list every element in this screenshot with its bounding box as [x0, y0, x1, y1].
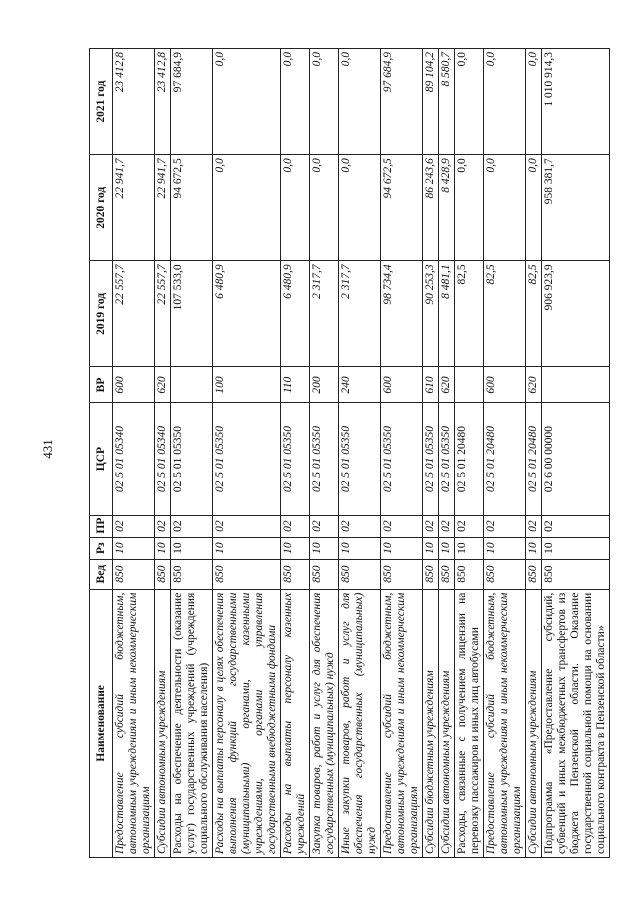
table-row	[113, 49, 155, 858]
header-rz: Рз	[90, 537, 113, 559]
cell-rz: 10	[281, 537, 310, 559]
cell-y2021: 89 104,2	[423, 49, 439, 155]
cell-vr: 600	[113, 367, 155, 403]
cell-rz: 10	[484, 537, 526, 559]
table-row	[155, 49, 171, 858]
cell-rz: 10	[310, 537, 339, 559]
cell-csr: 02 5 01 05350	[339, 403, 381, 515]
table-header-row	[90, 49, 113, 858]
cell-pr: 02	[155, 515, 171, 537]
cell-vr	[455, 367, 484, 403]
rotated-page-area	[89, 48, 607, 858]
cell-rz: 10	[155, 537, 171, 559]
table-body	[113, 49, 610, 858]
cell-y2020: 94 672,5	[381, 155, 423, 261]
cell-pr: 02	[213, 515, 281, 537]
cell-y2020: 0,0	[339, 155, 381, 261]
header-2019: 2019 год	[90, 261, 113, 367]
cell-pr: 02	[484, 515, 526, 537]
cell-name: Предоставление субсидий бюджетным, автономным учреждениям и иным некоммерческим организациям	[484, 589, 526, 857]
table-row	[171, 49, 213, 858]
cell-y2021: 97 684,9	[171, 49, 213, 155]
cell-y2020: 22 941,7	[155, 155, 171, 261]
cell-y2019: 6 480,9	[281, 261, 310, 367]
cell-name: Иные закупки товаров, работ и услуг для обеспечения государственных (муниципальных) нужд	[339, 589, 381, 857]
cell-y2019: 8 481,1	[439, 261, 455, 367]
cell-ved: 850	[484, 559, 526, 589]
cell-y2019: 2 317,7	[310, 261, 339, 367]
cell-csr: 02 5 01 05350	[310, 403, 339, 515]
cell-csr: 02 6 00 00000	[542, 403, 610, 515]
cell-pr: 02	[455, 515, 484, 537]
cell-y2021: 8 580,7	[439, 49, 455, 155]
cell-rz: 10	[339, 537, 381, 559]
cell-ved: 850	[381, 559, 423, 589]
cell-ved: 850	[526, 559, 542, 589]
cell-y2020: 0,0	[455, 155, 484, 261]
cell-y2021: 0,0	[526, 49, 542, 155]
cell-name: Закупка товаров, работ и услуг для обеспечения государственных (муниципальных) нужд	[310, 589, 339, 857]
cell-ved: 850	[171, 559, 213, 589]
cell-ved: 850	[339, 559, 381, 589]
cell-y2019: 98 734,4	[381, 261, 423, 367]
cell-vr: 200	[310, 367, 339, 403]
cell-name: Предоставление субсидий бюджетным, автономным учреждениям и иным некоммерческим организациям	[113, 589, 155, 857]
table-row	[423, 49, 439, 858]
budget-table	[89, 48, 610, 858]
cell-y2019: 2 317,7	[339, 261, 381, 367]
cell-pr: 02	[310, 515, 339, 537]
cell-csr: 02 5 01 05350	[381, 403, 423, 515]
cell-vr: 240	[339, 367, 381, 403]
cell-name: Расходы, связанные с получением лицензии на перевозку пассажиров и иных лиц автобусами	[455, 589, 484, 857]
cell-vr: 610	[423, 367, 439, 403]
cell-rz: 10	[455, 537, 484, 559]
cell-y2020: 0,0	[213, 155, 281, 261]
header-csr: ЦСР	[90, 403, 113, 515]
cell-ved: 850	[310, 559, 339, 589]
cell-ved: 850	[542, 559, 610, 589]
cell-y2021: 0,0	[213, 49, 281, 155]
cell-y2019: 22 557,7	[155, 261, 171, 367]
cell-ved: 850	[113, 559, 155, 589]
cell-csr: 02 5 01 05340	[155, 403, 171, 515]
cell-vr: 100	[213, 367, 281, 403]
cell-y2021: 23 412,8	[113, 49, 155, 155]
cell-rz: 10	[171, 537, 213, 559]
header-2021: 2021 год	[90, 49, 113, 155]
cell-rz: 10	[526, 537, 542, 559]
cell-y2020: 8 428,9	[439, 155, 455, 261]
cell-pr: 02	[439, 515, 455, 537]
cell-name: Расходы на выплаты персоналу казенных учреждений	[281, 589, 310, 857]
table-row	[310, 49, 339, 858]
cell-pr: 02	[113, 515, 155, 537]
cell-ved: 850	[423, 559, 439, 589]
cell-pr: 02	[542, 515, 610, 537]
cell-y2020: 0,0	[484, 155, 526, 261]
cell-pr: 02	[526, 515, 542, 537]
cell-y2019: 90 253,3	[423, 261, 439, 367]
cell-y2020: 86 243,6	[423, 155, 439, 261]
cell-csr: 02 5 01 20480	[484, 403, 526, 515]
table-row	[455, 49, 484, 858]
cell-csr: 02 5 01 05350	[439, 403, 455, 515]
cell-name: Субсидии автономным учреждениям	[439, 589, 455, 857]
cell-csr: 02 5 01 05350	[423, 403, 439, 515]
table-row	[484, 49, 526, 858]
cell-name: Подпрограмма «Предоставление субсидий, субвенций и иных межбюджетных трансфертов из бюджета Пензенской области. Оказание государственной социальной помощи на основании социального контракта в Пензенской области»	[542, 589, 610, 857]
cell-vr: 110	[281, 367, 310, 403]
cell-y2019: 906 923,9	[542, 261, 610, 367]
cell-y2021: 0,0	[310, 49, 339, 155]
cell-csr: 02 5 01 05350	[171, 403, 213, 515]
cell-name: Субсидии автономным учреждениям	[155, 589, 171, 857]
cell-y2019: 6 480,9	[213, 261, 281, 367]
header-vr: ВР	[90, 367, 113, 403]
cell-rz: 10	[439, 537, 455, 559]
cell-y2021: 0,0	[455, 49, 484, 155]
cell-rz: 10	[423, 537, 439, 559]
cell-csr: 02 5 01 05350	[213, 403, 281, 515]
cell-y2019: 82,5	[526, 261, 542, 367]
cell-name: Расходы на обеспечение деятельности (оказание услуг) государственных учреждений (учреждения социального обслуживания населения)	[171, 589, 213, 857]
cell-y2021: 97 684,9	[381, 49, 423, 155]
header-pr: ПР	[90, 515, 113, 537]
cell-y2020: 0,0	[281, 155, 310, 261]
cell-name: Субсидии бюджетным учреждениям	[423, 589, 439, 857]
table-row	[439, 49, 455, 858]
header-name: Наименование	[90, 589, 113, 857]
cell-csr: 02 5 01 20480	[526, 403, 542, 515]
header-2020: 2020 год	[90, 155, 113, 261]
page-number: 431	[40, 439, 55, 459]
cell-name: Субсидии автономным учреждениям	[526, 589, 542, 857]
cell-pr: 02	[381, 515, 423, 537]
cell-y2020: 94 672,5	[171, 155, 213, 261]
cell-y2020: 0,0	[310, 155, 339, 261]
cell-y2019: 82,5	[455, 261, 484, 367]
cell-vr: 620	[439, 367, 455, 403]
cell-vr: 600	[484, 367, 526, 403]
table-row	[526, 49, 542, 858]
cell-vr	[542, 367, 610, 403]
cell-y2020: 22 941,7	[113, 155, 155, 261]
header-ved: Вед	[90, 559, 113, 589]
cell-y2021: 0,0	[484, 49, 526, 155]
cell-y2021: 1 010 914,3	[542, 49, 610, 155]
cell-y2020: 958 381,7	[542, 155, 610, 261]
cell-y2020: 0,0	[526, 155, 542, 261]
cell-rz: 10	[381, 537, 423, 559]
cell-ved: 850	[213, 559, 281, 589]
table-row	[542, 49, 610, 858]
cell-ved: 850	[155, 559, 171, 589]
cell-y2021: 0,0	[281, 49, 310, 155]
cell-ved: 850	[439, 559, 455, 589]
table-row	[281, 49, 310, 858]
cell-ved: 850	[281, 559, 310, 589]
cell-rz: 10	[213, 537, 281, 559]
table-row	[339, 49, 381, 858]
table-container	[89, 48, 607, 858]
cell-vr: 620	[155, 367, 171, 403]
cell-y2021: 0,0	[339, 49, 381, 155]
cell-csr: 02 5 01 05350	[281, 403, 310, 515]
cell-rz: 10	[542, 537, 610, 559]
cell-y2019: 107 533,0	[171, 261, 213, 367]
cell-name: Расходы на выплаты персоналу в целях обеспечения выполнения функций государственными (муниципальными) органами, казенными учреждениями, органами управления государственными внебюджетными фондами	[213, 589, 281, 857]
cell-pr: 02	[281, 515, 310, 537]
cell-pr: 02	[423, 515, 439, 537]
cell-pr: 02	[339, 515, 381, 537]
table-row	[213, 49, 281, 858]
cell-y2021: 23 412,8	[155, 49, 171, 155]
cell-y2019: 22 557,7	[113, 261, 155, 367]
cell-pr: 02	[171, 515, 213, 537]
cell-y2019: 82,5	[484, 261, 526, 367]
cell-csr: 02 5 01 20480	[455, 403, 484, 515]
cell-name: Предоставление субсидий бюджетным, автономным учреждениям и иным некоммерческим организациям	[381, 589, 423, 857]
cell-csr: 02 5 01 05340	[113, 403, 155, 515]
cell-rz: 10	[113, 537, 155, 559]
cell-vr	[171, 367, 213, 403]
cell-vr: 600	[381, 367, 423, 403]
cell-ved: 850	[455, 559, 484, 589]
table-row	[381, 49, 423, 858]
cell-vr: 620	[526, 367, 542, 403]
